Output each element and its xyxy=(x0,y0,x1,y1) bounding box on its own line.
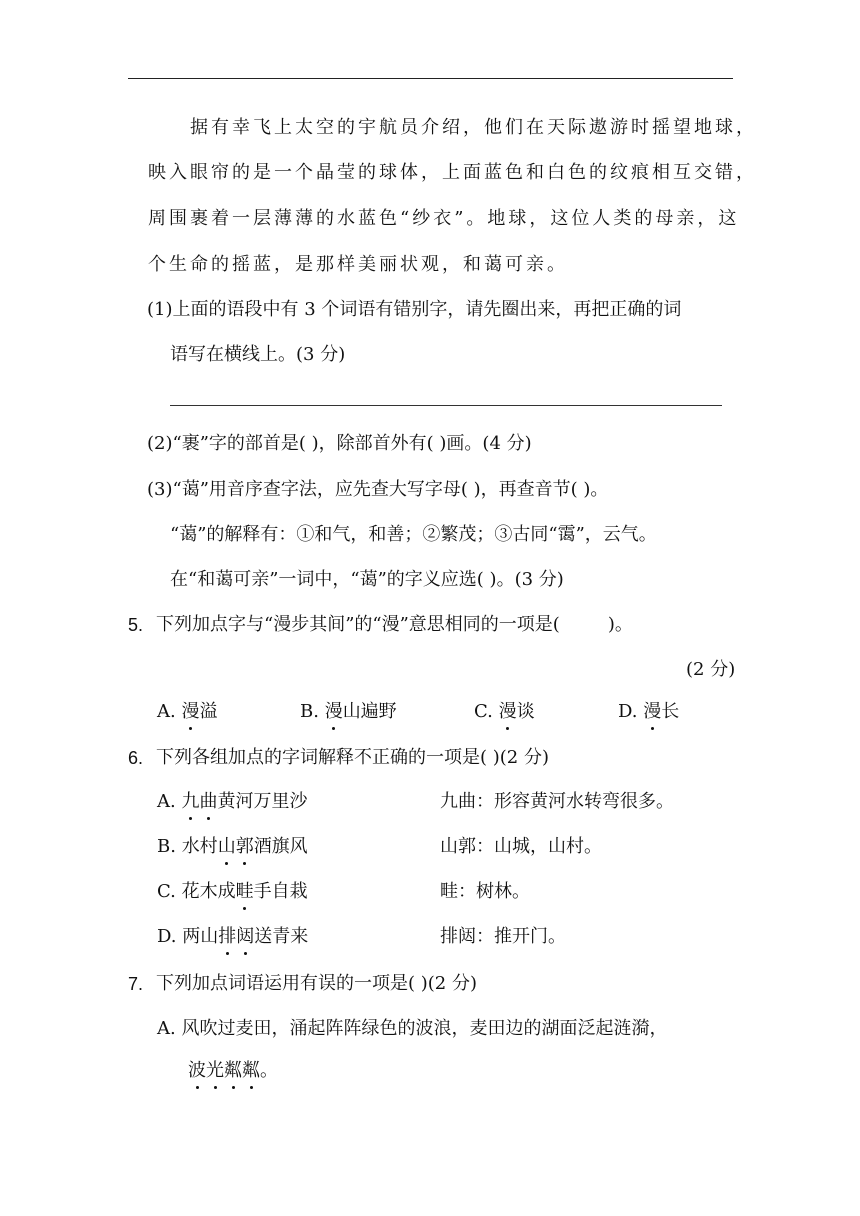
question-5-number: 5. xyxy=(128,615,144,635)
dotted-char: 粼 xyxy=(242,1060,260,1081)
question-7-number: 7. xyxy=(128,974,144,994)
dotted-char: 九 xyxy=(181,791,200,812)
option-letter: A. xyxy=(157,791,176,812)
dotted-char: 郭 xyxy=(235,836,254,857)
question-6-explanation-a: 九曲：形容黄河水转弯很多。 xyxy=(440,791,674,812)
option-pre: 水村 xyxy=(181,836,218,857)
option-text: 黄河万里沙 xyxy=(217,791,308,812)
dotted-word xyxy=(188,1060,260,1081)
dotted-char: 排 xyxy=(218,926,237,947)
question-6-stem: 下列各组加点的字词解释不正确的一项是( )(2 分) xyxy=(156,747,549,768)
dotted-word xyxy=(181,791,217,812)
option-text: 谈 xyxy=(516,701,535,722)
question-6-number: 6. xyxy=(128,748,144,768)
option-letter: D. xyxy=(157,926,177,947)
sub-question-1-line-2: 语写在横线上。(3 分) xyxy=(170,344,346,365)
question-5-option-a[interactable] xyxy=(157,700,217,724)
dotted-char: 山 xyxy=(217,836,236,857)
top-rule xyxy=(128,78,733,79)
question-5-option-b[interactable] xyxy=(300,700,397,724)
dotted-word xyxy=(218,836,254,857)
question-6-explanation-c: 畦：树林。 xyxy=(440,881,530,902)
question-6-explanation-b: 山郭：山城，山村。 xyxy=(440,836,602,857)
question-5-stem-end: )。 xyxy=(607,614,633,635)
option-letter: A. xyxy=(157,701,176,722)
sub-question-2: (2)“裹”字的部首是( )，除部首外有( )画。(4 分) xyxy=(147,433,532,454)
option-text: 风吹过麦田，涌起阵阵绿色的波浪，麦田边的湖面泛起涟漪， xyxy=(181,1018,668,1039)
question-5-option-c[interactable] xyxy=(474,700,535,724)
answer-blank-line[interactable] xyxy=(170,405,722,406)
option-letter: C. xyxy=(157,881,176,902)
dotted-char: 闼 xyxy=(236,926,255,947)
option-letter: D. xyxy=(618,701,638,722)
question-6-option-d[interactable] xyxy=(157,925,308,949)
option-letter: A. xyxy=(157,1018,176,1039)
dotted-char: 漫 xyxy=(324,701,343,722)
option-text: 溢 xyxy=(199,701,218,722)
question-6-option-a[interactable] xyxy=(157,790,307,814)
sub-question-3-line-3: 在“和蔼可亲”一词中，“蔼”的字义应选( )。(3 分) xyxy=(170,569,564,590)
question-6-explanation-d: 排闼：推开门。 xyxy=(440,926,566,947)
question-5-score: (2 分) xyxy=(686,659,736,680)
option-letter: B. xyxy=(157,836,176,857)
option-letter: B. xyxy=(300,701,319,722)
passage-line-1: 据有幸飞上太空的宇航员介绍，他们在天际遨游时摇望地球， xyxy=(190,117,757,138)
option-text: 长 xyxy=(661,701,680,722)
option-text: 。 xyxy=(260,1060,278,1081)
question-7-option-a-line-1[interactable] xyxy=(157,1017,667,1041)
dotted-char: 漫 xyxy=(498,701,517,722)
question-7-stem: 下列加点词语运用有误的一项是( )(2 分) xyxy=(156,973,477,994)
question-5-stem-text: 下列加点字与“漫步其间”的“漫”意思相同的一项是( xyxy=(156,614,560,635)
option-text: 酒旗风 xyxy=(253,836,308,857)
question-6-option-c[interactable] xyxy=(157,880,308,904)
dotted-word: 畦 xyxy=(235,881,254,902)
dotted-char: 波 xyxy=(188,1060,206,1081)
sub-question-3-line-2: “蔼”的解释有：①和气，和善；②繁茂；③古同“霭”，云气。 xyxy=(170,524,657,545)
dotted-char: 曲 xyxy=(199,791,218,812)
sub-question-1-line-1: (1)上面的语段中有 3 个词语有错别字，请先圈出来，再把正确的词 xyxy=(147,299,682,320)
dotted-char: 漫 xyxy=(643,701,662,722)
option-pre: 花木成 xyxy=(181,881,236,902)
option-text: 手自栽 xyxy=(253,881,308,902)
question-6-option-b[interactable] xyxy=(157,835,308,859)
passage-line-4: 个生命的摇蓝，是那样美丽状观，和蔼可亲。 xyxy=(148,254,568,275)
option-pre: 两山 xyxy=(182,926,219,947)
passage-line-2: 映入眼帘的是一个晶莹的球体，上面蓝色和白色的纹痕相互交错， xyxy=(148,162,757,183)
dotted-word xyxy=(218,926,254,947)
question-5-option-d[interactable] xyxy=(618,700,679,724)
dotted-char: 光 xyxy=(206,1060,224,1081)
passage-line-3: 周围裹着一层薄薄的水蓝色“纱衣”。地球，这位人类的母亲，这 xyxy=(148,208,740,229)
question-5-stem xyxy=(156,613,633,637)
dotted-char: 粼 xyxy=(224,1060,242,1081)
dotted-char: 漫 xyxy=(181,701,200,722)
option-letter: C. xyxy=(474,701,493,722)
option-text: 山遍野 xyxy=(342,701,397,722)
question-7-option-a-line-2 xyxy=(188,1059,278,1083)
sub-question-3-line-1: (3)“蔼”用音序查字法，应先查大写字母( )，再查音节( )。 xyxy=(147,479,609,500)
option-text: 送青来 xyxy=(254,926,309,947)
